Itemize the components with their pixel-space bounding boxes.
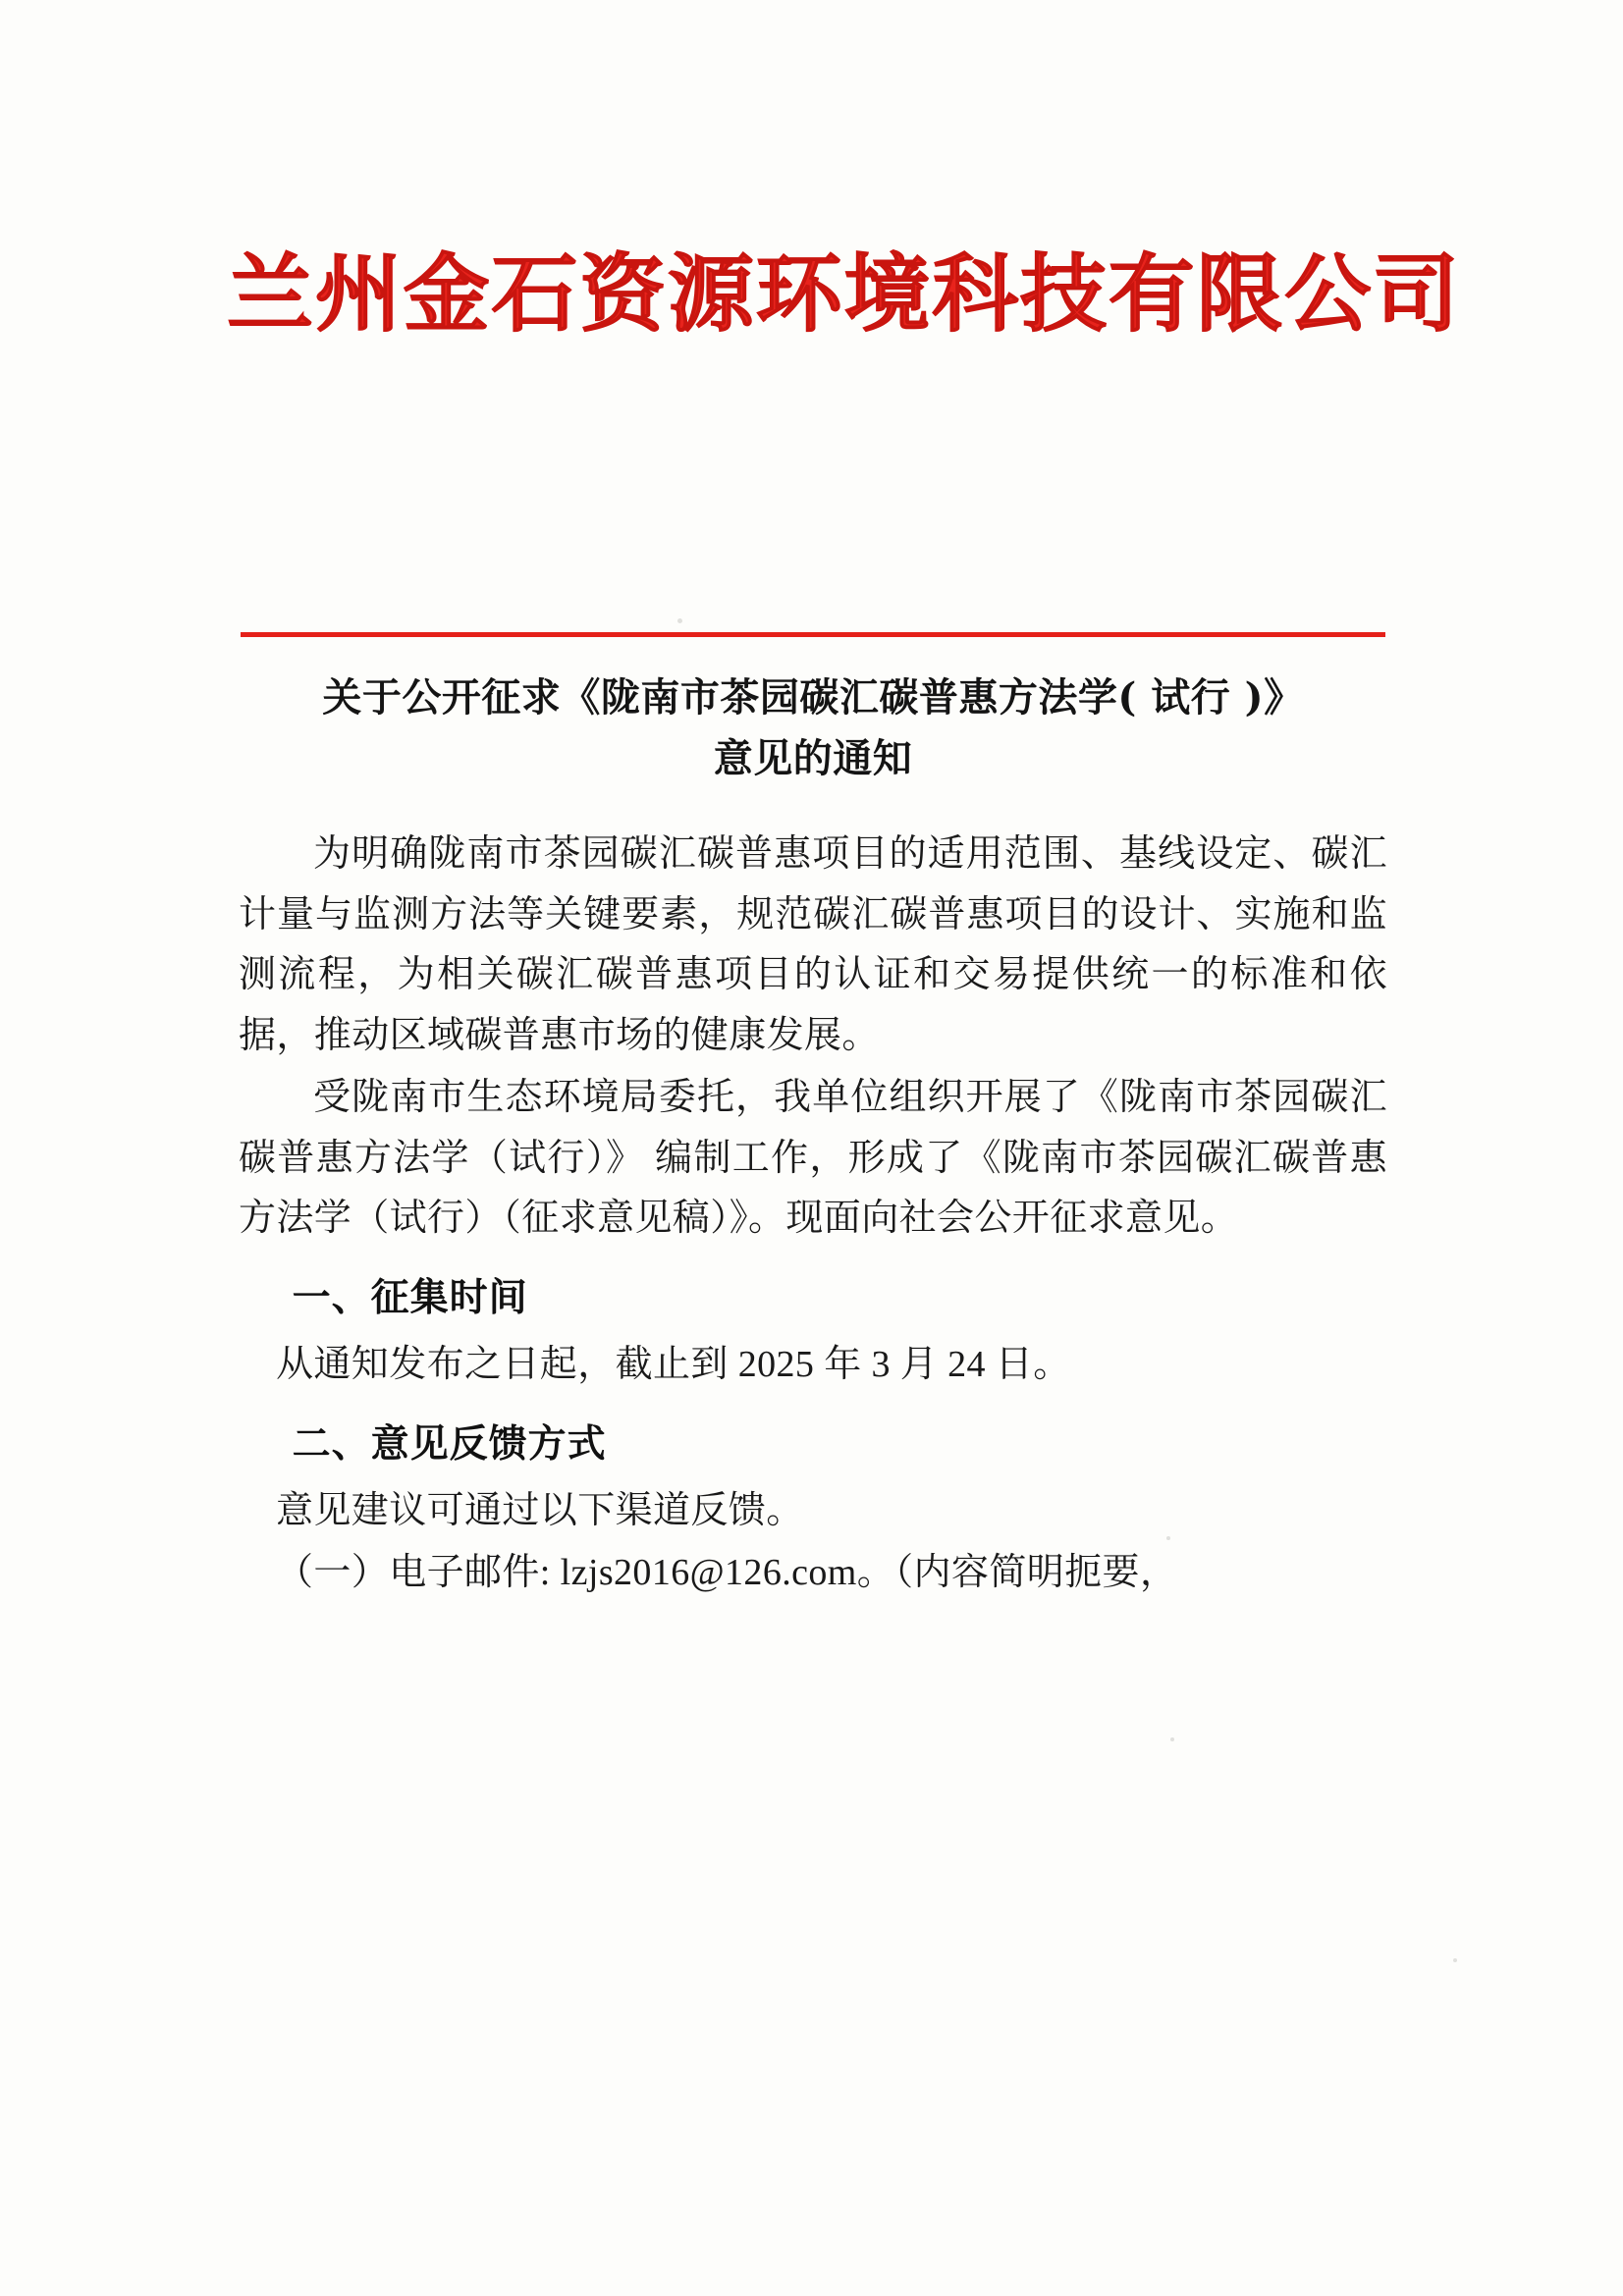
company-letterhead: [227, 244, 1461, 344]
page-title-line-1: 关于公开征求《陇南市茶园碳汇碳普惠方法学( 试行 )》: [322, 674, 1304, 721]
scan-speck: [677, 618, 682, 623]
paragraph-2: 受陇南市生态环境局委托，我单位组织开展了《陇南市茶园碳汇碳普惠方法学（试行）》 编制工作，形成了《陇南市茶园碳汇碳普惠方法学（试行）（征求意见稿）》。现面向社会公开征求意见。: [239, 1077, 1387, 1240]
section-heading-1: 一、征集时间: [292, 1274, 528, 1320]
letterhead-divider: [241, 632, 1385, 637]
section-body-2: 意见建议可通过以下渠道反馈。: [276, 1489, 804, 1531]
page-title: [239, 667, 1387, 789]
paragraph-1: 为明确陇南市茶园碳汇碳普惠项目的适用范围、基线设定、碳汇计量与监测方法等关键要素，规范碳汇碳普惠项目的设计、实施和监测流程，为相关碳汇碳普惠项目的认证和交易提供统一的标准和依据，推动区域碳普惠市场的健康发展。: [239, 833, 1387, 1056]
page-title-line-2: 意见的通知: [713, 735, 913, 781]
section-heading-2: 二、意见反馈方式: [292, 1420, 607, 1467]
company-name: 兰州金石资源环境科技有限公司: [227, 244, 1461, 344]
scan-speck: [1453, 1958, 1457, 1962]
scan-speck: [1170, 1737, 1174, 1741]
contact-email-item: （一）电子邮件: lzjs2016@126.com。（内容简明扼要，: [276, 1552, 1178, 1594]
scan-speck: [1166, 1536, 1170, 1540]
document-content: [227, 0, 1461, 2296]
document-body: [239, 825, 1387, 1606]
section-body-1: 从通知发布之日起，截止到 2025 年 3 月 24 日。: [276, 1344, 1071, 1385]
